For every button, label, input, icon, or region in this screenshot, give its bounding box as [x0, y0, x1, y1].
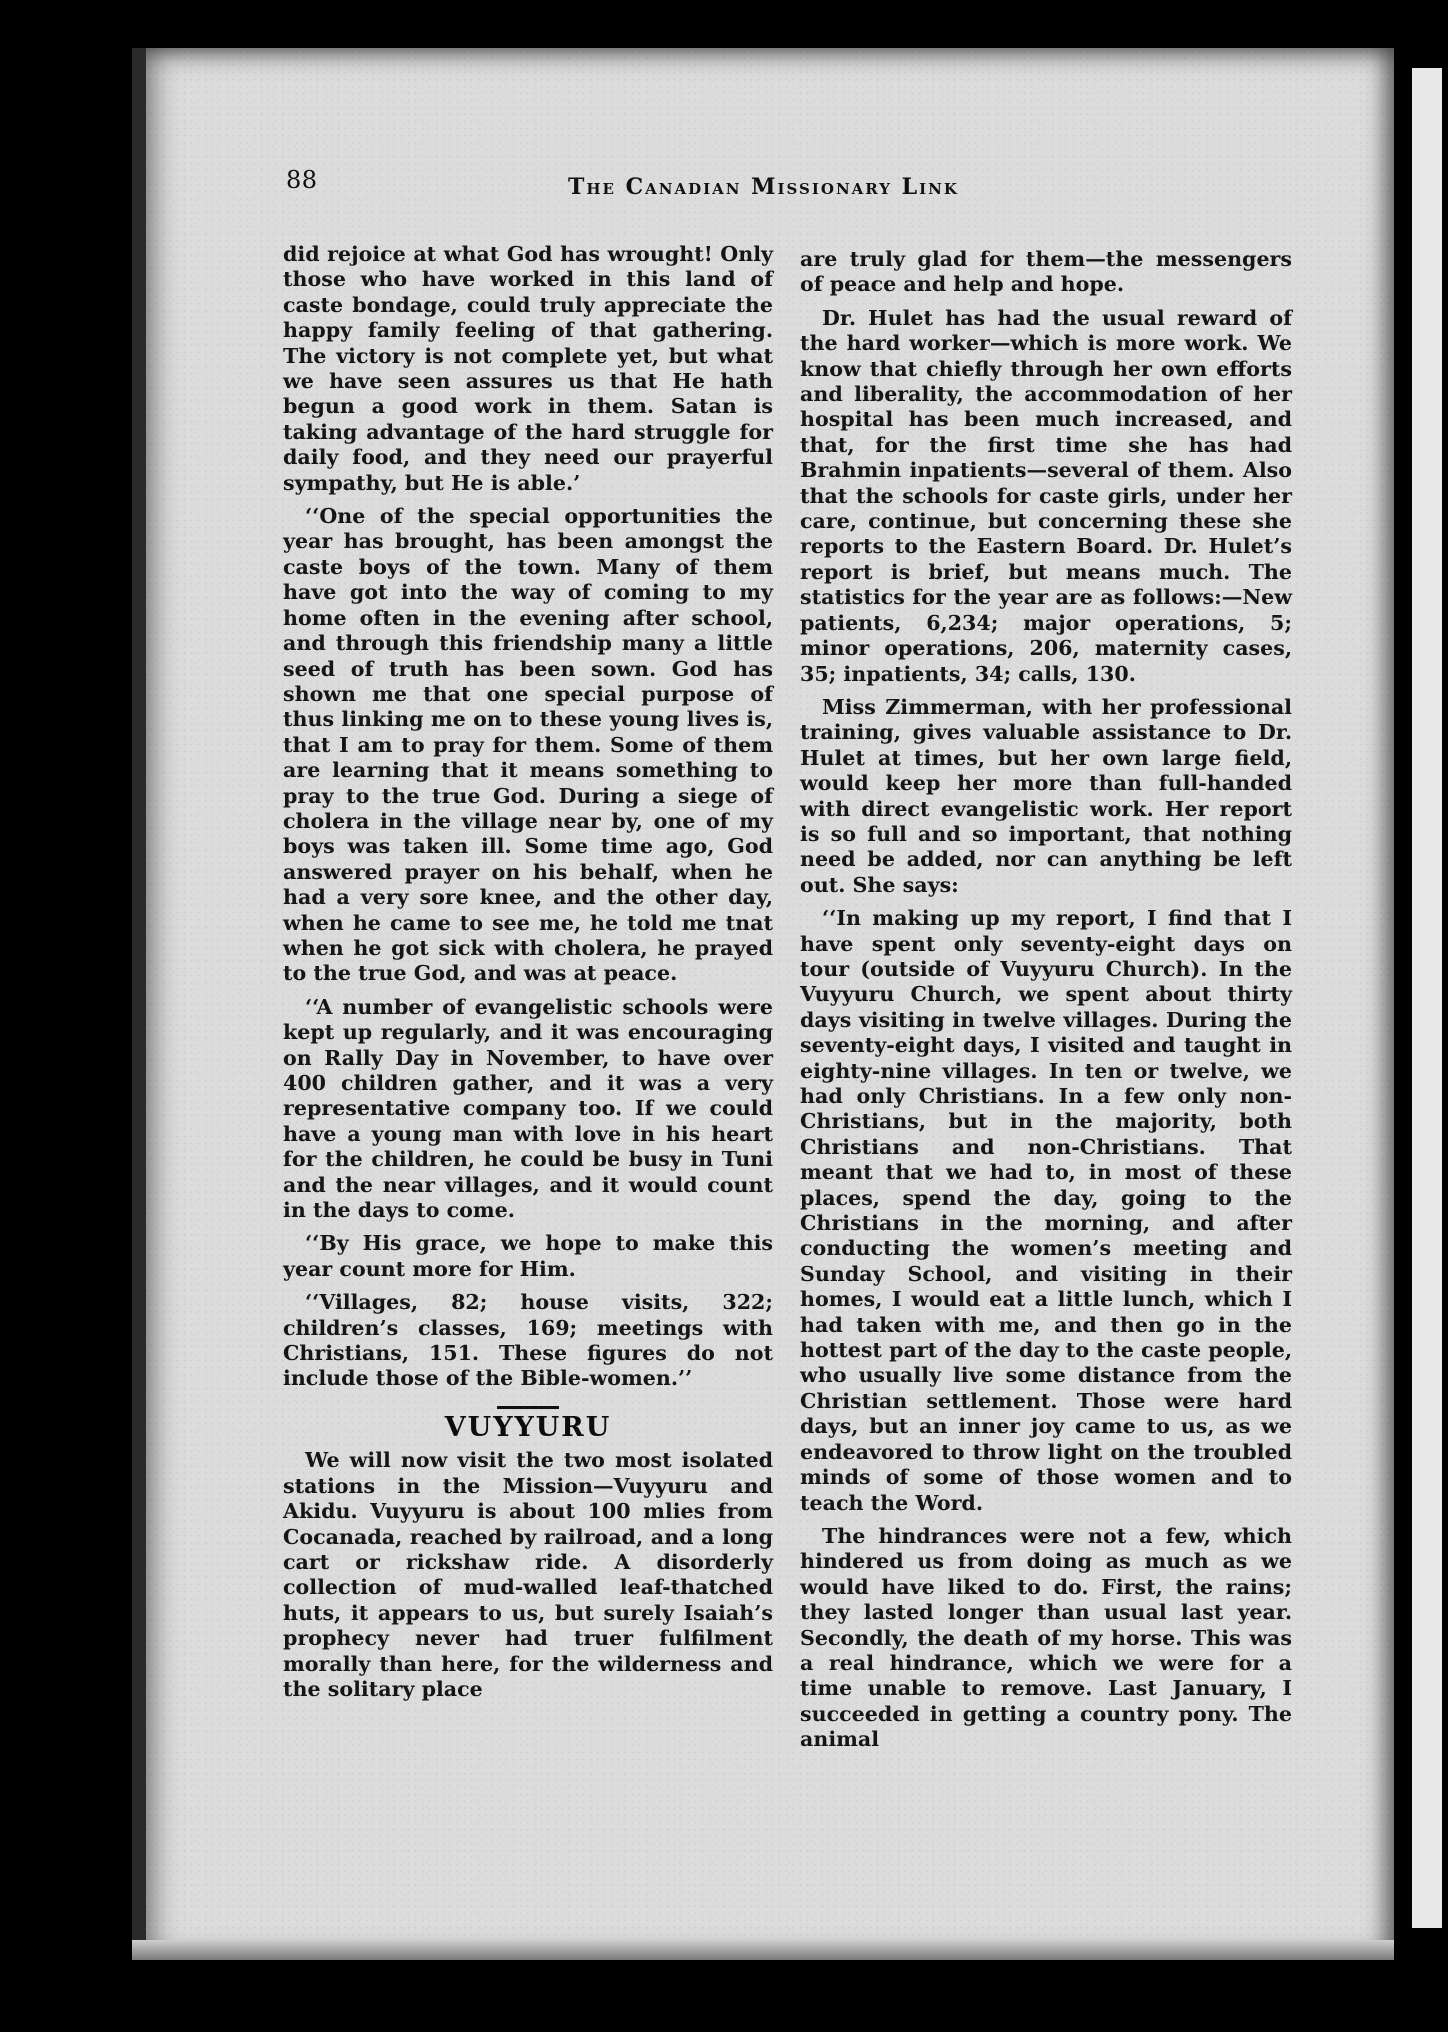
left-column: [283, 242, 773, 1710]
section-divider: [497, 1406, 559, 1409]
adjacent-page-edge: [1412, 68, 1442, 1928]
running-title: The Canadian Missionary Link: [568, 174, 959, 200]
binding-shadow: [132, 48, 146, 1960]
paragraph: ‘‘By His grace, we hope to make this year count more for Him.: [283, 1231, 773, 1281]
paragraph: ‘‘A number of evangelistic schools were kept up regularly, and it was encouraging on Rally Day in November, to have over 400 children gather, and it was a very representative company too. If we could have a young man with love in his heart for the children, he could be busy in Tuni and the near villages, and it would count in the days to come.: [283, 994, 773, 1223]
page-bottom-edge: [132, 1940, 1394, 1960]
section-heading: VUYYURU: [444, 1411, 612, 1443]
page-number: 88: [286, 166, 318, 194]
paragraph: ‘‘One of the special opportunities the year has brought, has been amongst the caste boys of the town. Many of them have got into the way of coming to my home often in the evening after school, and through this friendship many a little seed of truth has been sown. God has shown me that one special purpose of thus linking me on to these young lives is, that I am to pray for them. Some of them are learning that it means something to pray to the true God. During a siege of cholera in the village near by, one of my boys was taken ill. Some time ago, God answered prayer on his behalf, when he had a very sore knee, and the other day, when he came to see me, he told me tnat when he got sick with cholera, he prayed to the true God, and was at peace.: [283, 504, 773, 986]
paragraph: did rejoice at what God has wrought! Only those who have worked in this land of caste bondage, could truly appreciate the happy family feeling of that gathering. The victory is not complete yet, but what we have seen assures us that He hath begun a good work in them. Satan is taking advantage of the hard struggle for daily food, and they need our prayerful sympathy, but He is able.’: [283, 242, 773, 495]
paragraph: are truly glad for them—the messengers of peace and help and hope.: [800, 247, 1292, 297]
paragraph: Dr. Hulet has had the usual reward of the hard worker—which is more work. We know that chiefly through her own efforts and liberality, the accommodation of her hospital has been much increased, and that, for the first time she has had Brahmin inpatients—several of them. Also that the schools for caste girls, under her care, continue, but concerning these she reports to the Eastern Board. Dr. Hulet’s report is brief, but means much. The statistics for the year are as follows:—New patients, 6,234; major operations, 5; minor operations, 206, maternity cases, 35; inpatients, 34; calls, 130.: [800, 305, 1292, 686]
paragraph: The hindrances were not a few, which hindered us from doing as much as we would have liked to do. First, the rains; they lasted longer than usual last year. Secondly, the death of my horse. This was a real hindrance, which we were for a time unable to remove. Last January, I succeeded in getting a country pony. The animal: [800, 1523, 1292, 1752]
paragraph: Miss Zimmerman, with her professional training, gives valuable assistance to Dr. Hulet at times, but her own large field, would keep her more than full-handed with direct evangelistic work. Her report is so full and so important, that nothing need be added, nor can anything be left out. She says:: [800, 694, 1292, 897]
paragraph: ‘‘In making up my report, I find that I have spent only seventy-eight days on tour (outside of Vuyyuru Church). In the Vuyyuru Church, we spent about thirty days visiting in twelve villages. During the seventy-eight days, I visited and taught in eighty-nine villages. In ten or twelve, we had only Christians. In a few only non-Christians, but in the majority, both Christians and non-Christians. That meant that we had to, in most of these places, spend the day, going to the Christians in the morning, and after conducting the women’s meeting and Sunday School, and visiting in their homes, I would eat a little lunch, which I had taken with me, and then go in the hottest part of the day to the caste people, who usually live some distance from the Christian settlement. Those were hard days, but an inner joy came to us, as we endeavored to throw light on the troubled minds of some of those women and to teach the Word.: [800, 906, 1292, 1515]
paragraph: ‘‘Villages, 82; house visits, 322; children’s classes, 169; meetings with Christians, 151. These figures do not include those of the Bible-women.’’: [283, 1290, 773, 1391]
right-column: [800, 247, 1292, 1761]
adjacent-page-strip: [1394, 48, 1448, 1960]
paragraph: We will now visit the two most isolated stations in the Mission—Vuyyuru and Akidu. Vuyyuru is about 100 mlies from Cocanada, reached by railroad, and a long cart or rickshaw ride. A disorderly collection of mud-walled leaf-thatched huts, it appears to us, but surely Isaiah’s prophecy never had truer fulfilment morally than here, for the wilderness and the solitary place: [283, 1448, 773, 1701]
